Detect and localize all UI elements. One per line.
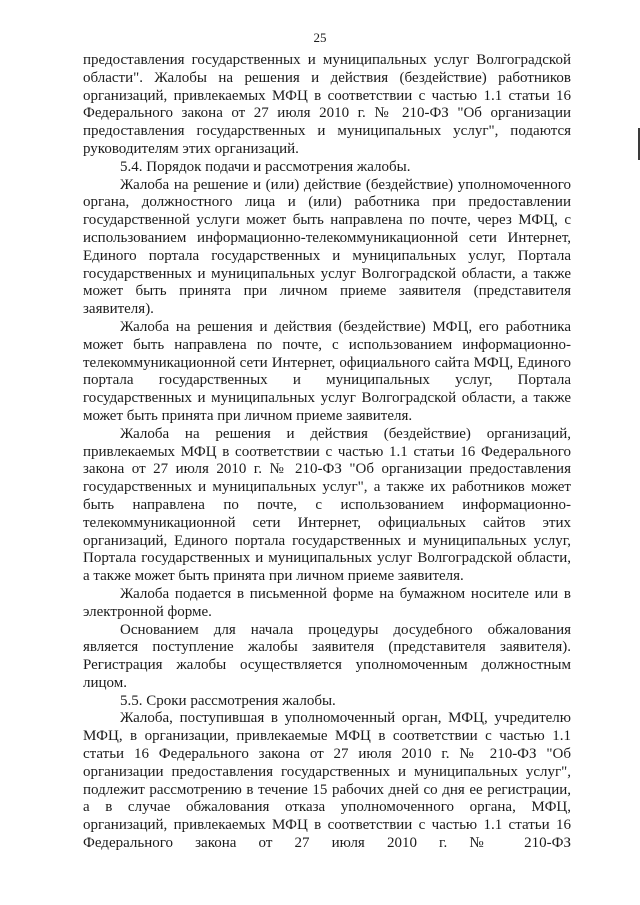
body-text xyxy=(83,52,571,853)
paragraph-review-terms: Жалоба, поступившая в уполномоченный орган, МФЦ, учредителю МФЦ, в организации, привлекаемые МФЦ в соответствии с частью 1.1 статьи 16 Федерального закона от 27 июля 2010 г. № 210-ФЗ "Об организации предоставления государственных и муниципальных услуг", подлежит рассмотрению в течение 15 рабочих дней со дня ее регистрации, а в случае обжалования отказа уполномоченного органа, МФЦ, организаций, привлекаемых МФЦ в соответствии с частью 1.1 статьи 16 Федерального закона от 27 июля 2010 г. № 210-ФЗ xyxy=(83,710,571,852)
paragraph-complaint-form: Жалоба подается в письменной форме на бумажном носителе или в электронной форме. xyxy=(83,585,571,620)
paragraph-intro-continuation: предоставления государственных и муниципальных услуг Волгоградской области". Жалобы на решения и действия (бездействие) работников организаций, привлекаемых МФЦ в соответствии с частью 1.1 статьи 16 Федерального закона от 27 июля 2010 г. № 210-ФЗ "Об организации предоставления государственных и муниципальных услуг", подаются руководителям этих организаций. xyxy=(83,52,571,157)
paragraph-complaint-organizations: Жалоба на решения и действия (бездействие) организаций, привлекаемых МФЦ в соответствии с частью 1.1 статьи 16 Федерального закона от 27 июля 2010 г. № 210-ФЗ "Об организации предоставления государственных и муниципальных услуг", а также их работников может быть направлена по почте, с использованием информационно-телекоммуникационной сети Интернет, официальных сайтов этих организаций, Единого портала государственных и муниципальных услуг, Портала государственных и муниципальных услуг Волгоградской области, а также может быть принята при личном приеме заявителя. xyxy=(83,425,571,585)
section-heading-5-4: 5.4. Порядок подачи и рассмотрения жалобы. xyxy=(120,158,411,175)
paragraph-complaint-authority: Жалоба на решение и (или) действие (бездействие) уполномоченного органа, должностного лица и (или) работника при предоставлении государственной услуги может быть направлена по почте, через МФЦ, с использованием информационно-телекоммуникационной сети Интернет, Единого портала государственных и муниципальных услуг, Портала государственных и муниципальных услуг Волгоградской области, а также может быть принята при личном приеме заявителя (представителя заявителя). xyxy=(83,176,571,318)
page-number: 25 xyxy=(313,30,327,45)
paragraph-complaint-mfc: Жалоба на решения и действия (бездействие) МФЦ, его работника может быть направлена по почте, с использованием информационно-телекоммуникационной сети Интернет, официального сайта МФЦ, Единого портала государственных и муниципальных услуг, Портала государственных и муниципальных услуг Волгоградской области, а также может быть принята при личном приеме заявителя. xyxy=(83,318,571,424)
section-heading-5-5: 5.5. Сроки рассмотрения жалобы. xyxy=(120,692,336,709)
paragraph-procedure-basis: Основанием для начала процедуры досудебного обжалования является поступление жалобы заявителя (представителя заявителя). Регистрация жалобы осуществляется уполномоченным должностным лицом. xyxy=(83,621,571,691)
